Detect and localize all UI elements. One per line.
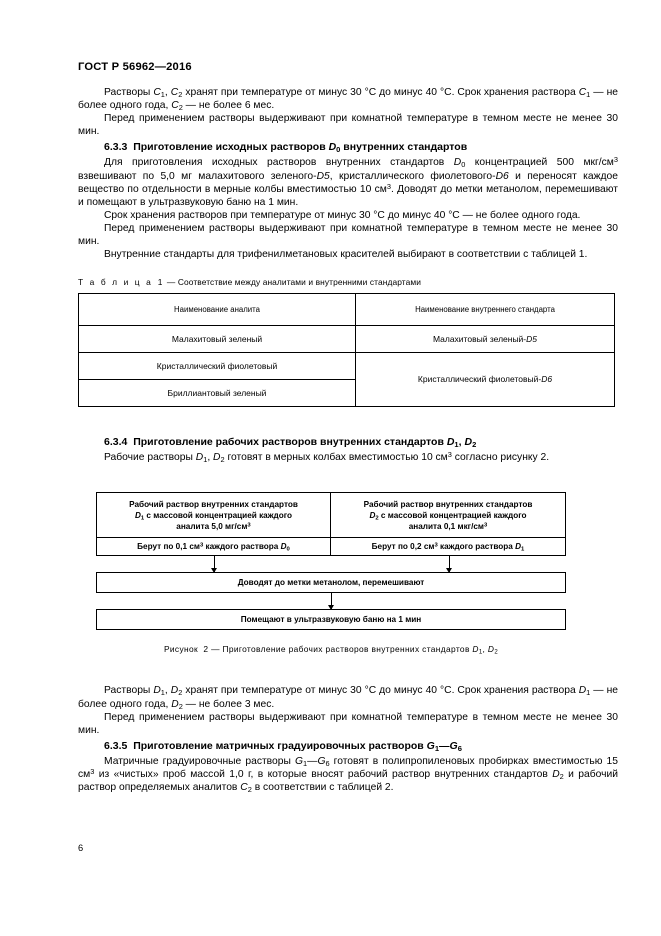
subscript: 2 xyxy=(247,785,252,795)
variable-d2: D xyxy=(171,698,179,710)
variable-d2: D xyxy=(552,768,560,780)
table-analyte-standard-mapping xyxy=(78,293,615,407)
text-fragment: взвешивают по 5,0 мг малахитового зеленого- xyxy=(78,170,317,182)
subscript: 0 xyxy=(336,145,341,155)
cell-standard-crystal-violet-d6 xyxy=(356,353,615,407)
flowchart-row-step4 xyxy=(96,609,566,630)
label-d6: D6 xyxy=(495,170,509,182)
superscript-cubic: 3 xyxy=(199,542,204,549)
figure-2-caption xyxy=(96,644,566,657)
superscript-cubic: 3 xyxy=(613,155,618,165)
label-d5: D5 xyxy=(526,333,538,344)
flowchart-box-take-d1 xyxy=(331,538,566,556)
text-fragment: с массовой концентрацией каждого xyxy=(144,510,293,520)
variable-d2: D xyxy=(369,510,376,520)
figure-caption-dash: — xyxy=(211,644,220,655)
variable-d1: D xyxy=(134,510,141,520)
text-fragment: Малахитовый зеленый- xyxy=(432,333,527,344)
subscript: 0 xyxy=(286,546,290,553)
figure-2-flowchart xyxy=(96,492,566,657)
label-d5: D5 xyxy=(316,170,330,182)
paragraph-room-temperature-d: Перед применением растворы выдерживают при комнатной температуре в темном месте не менее 30 мин. xyxy=(78,711,618,736)
text-fragment: и переносят каждое вещество по отдельности в мерные колбы вместимостью 10 см xyxy=(78,170,618,195)
table-caption-number: 1 xyxy=(157,277,165,288)
text-fragment: Для приготовления исходных растворов внутренних стандартов xyxy=(104,157,454,169)
subscript: 1 xyxy=(586,688,591,698)
variable-d1: D xyxy=(446,436,455,449)
text-fragment: из «чистых» проб массой 1,0 г, в которые вносят рабочий раствор внутренних стандартов xyxy=(94,768,553,780)
text-fragment: каждого раствора xyxy=(203,542,281,552)
heading-6-3-5 xyxy=(78,740,618,753)
text-fragment: Растворы xyxy=(104,685,154,697)
box-line-1 xyxy=(137,541,290,552)
variable-c2: C xyxy=(240,782,248,794)
paragraph-storage-d0: Срок хранения растворов при температуре от минус 30 °C до минус 40 °C — не более одного года. xyxy=(104,209,581,221)
variable-d1: D xyxy=(195,452,204,464)
text-fragment: — xyxy=(307,755,318,767)
subscript: 0 xyxy=(461,160,466,170)
flowchart-box-working-solution-d2 xyxy=(331,492,566,538)
page-content xyxy=(78,86,618,794)
variable-d2: D xyxy=(213,452,221,464)
table-1-caption xyxy=(78,277,618,288)
box-line-2 xyxy=(135,510,292,521)
subscript: 2 xyxy=(178,701,183,711)
table-header-row xyxy=(79,294,615,326)
subscript: 6 xyxy=(325,758,330,768)
heading-text: Приготовление исходных растворов xyxy=(133,141,329,154)
subscript: 1 xyxy=(303,758,308,768)
document-header-standard-number: ГОСТ Р 56962—2016 xyxy=(78,61,192,73)
text-fragment: , xyxy=(458,436,465,449)
text-fragment: , кристаллического фиолетового- xyxy=(329,170,496,182)
text-fragment: Берут по 0,2 см xyxy=(371,542,435,552)
subscript: 2 xyxy=(178,103,183,113)
box-line-3 xyxy=(409,521,488,532)
variable-g1: G xyxy=(426,739,435,752)
subscript: 2 xyxy=(220,455,225,465)
paragraph-storage-c-solutions xyxy=(78,86,618,112)
superscript-cubic: 3 xyxy=(483,522,488,529)
table-caption-text: Соответствие между аналитами и внутренними стандартами xyxy=(177,277,422,288)
box-line-2 xyxy=(369,510,526,521)
subscript: 2 xyxy=(472,440,477,450)
text-fragment: Матричные градуировочные растворы xyxy=(104,755,295,767)
subscript: 1 xyxy=(521,546,525,553)
variable-d2: D xyxy=(464,436,473,449)
subscript: 1 xyxy=(586,90,591,100)
table-row xyxy=(79,353,615,380)
paragraph-room-temperature-c: Перед применением растворы выдерживают при комнатной температуре в темном месте не менее 30 мин. xyxy=(78,113,618,138)
label-d6: D6 xyxy=(541,374,553,385)
subscript: 1 xyxy=(478,650,483,657)
text-fragment: каждого раствора xyxy=(437,542,516,552)
page-number: 6 xyxy=(78,843,84,853)
subscript: 1 xyxy=(454,440,459,450)
flowchart-box-take-d0 xyxy=(96,538,331,556)
variable-g1: G xyxy=(295,755,304,767)
text-fragment: . Доводят до метки метанолом, перемешивают и помещают в ультразвуковую баню на 1 мин. xyxy=(78,183,618,208)
arrow-down-icon xyxy=(331,593,332,609)
subscript: 1 xyxy=(434,743,440,753)
flowchart-row-top xyxy=(96,492,566,538)
variable-d1: D xyxy=(153,685,161,697)
flowchart-box-fill-to-mark: Доводят до метки метанолом, перемешивают xyxy=(96,572,566,593)
arrow-down-icon xyxy=(214,556,215,572)
heading-6-3-3 xyxy=(78,141,618,154)
box-line-3 xyxy=(176,521,250,532)
subscript: 2 xyxy=(375,515,379,522)
cell-analyte-malachite-green: Малахитовый зеленый xyxy=(79,326,356,353)
variable-c2: C xyxy=(171,100,179,112)
table-header-analyte: Наименование аналита xyxy=(79,294,356,326)
variable-c1: C xyxy=(153,87,161,98)
variable-c1: C xyxy=(578,87,587,98)
text-fragment: хранят при температуре от минус 30 °C до минус 40 °C. Срок хранения раствора xyxy=(182,685,579,697)
text-fragment: готовят в мерных колбах вместимостью 10 см xyxy=(224,452,448,464)
variable-d0: D xyxy=(328,141,337,154)
subscript: 1 xyxy=(203,455,208,465)
superscript-cubic: 3 xyxy=(386,181,391,191)
heading-text: Приготовление рабочих растворов внутренних стандартов xyxy=(133,436,447,449)
table-caption-label: Т а б л и ц а xyxy=(78,277,153,288)
text-fragment: согласно рисунку 2. xyxy=(451,452,550,464)
variable-d2: D xyxy=(170,685,179,697)
figure-caption-label: Рисунок xyxy=(163,644,198,655)
subscript: 2 xyxy=(178,688,183,698)
flowchart-box-working-solution-d1 xyxy=(96,492,331,538)
subscript: 1 xyxy=(140,515,145,522)
variable-d1: D xyxy=(515,542,522,552)
text-fragment: , xyxy=(207,452,214,464)
text-fragment: — не более 6 мес. xyxy=(182,100,275,112)
text-fragment: в соответствии с таблицей 2. xyxy=(251,782,394,794)
paragraph-matrix-calibration-solutions xyxy=(78,755,618,794)
text-fragment: — не более 3 мес. xyxy=(182,698,275,710)
variable-c2: C xyxy=(170,87,179,98)
flowchart-box-ultrasonic-bath: Помещают в ультразвуковую баню на 1 мин xyxy=(96,609,566,630)
table-row xyxy=(79,326,615,353)
cell-analyte-brilliant-green: Бриллиантовый зеленый xyxy=(79,380,356,407)
flowchart-arrow-to-step4 xyxy=(96,593,566,609)
text-fragment: аналита 5,0 мг/см xyxy=(176,522,248,531)
text-fragment: , xyxy=(164,685,171,697)
flowchart-row-step3 xyxy=(96,572,566,593)
table-caption-dash: — xyxy=(166,277,176,288)
subscript: 1 xyxy=(160,688,165,698)
text-fragment: готовят в полипропиленовых пробирках вместимостью 15 см xyxy=(78,755,619,780)
variable-d2: D xyxy=(487,644,495,655)
spacer xyxy=(78,407,618,433)
figure-caption-text: Приготовление рабочих растворов внутренних стандартов xyxy=(222,644,473,655)
variable-g6: G xyxy=(449,739,458,752)
box-line-1: Рабочий раствор внутренних стандартов xyxy=(363,499,533,509)
heading-number: 6.3.4 xyxy=(104,436,128,449)
text-fragment: Рабочие растворы xyxy=(104,452,196,464)
variable-d0: D xyxy=(280,542,287,552)
variable-d0: D xyxy=(453,157,462,169)
heading-6-3-4 xyxy=(78,436,618,449)
subscript: 6 xyxy=(457,743,462,753)
variable-d1: D xyxy=(578,685,587,697)
heading-number: 6.3.3 xyxy=(104,141,128,154)
flowchart-row-take xyxy=(96,538,566,556)
subscript: 2 xyxy=(178,90,183,100)
subscript: 2 xyxy=(559,772,564,782)
cell-analyte-crystal-violet: Кристаллический фиолетовый xyxy=(79,353,356,380)
figure-caption-number: 2 xyxy=(203,644,209,655)
arrow-down-icon xyxy=(449,556,450,572)
text-fragment: с массовой концентрацией каждого xyxy=(378,510,527,520)
paragraph-room-temperature-d0: Перед применением растворы выдерживают при комнатной температуре в темном месте не менее 30 мин. xyxy=(78,222,618,248)
box-line-1 xyxy=(372,541,525,552)
box-line-1: Рабочий раствор внутренних стандартов xyxy=(129,499,298,509)
heading-number: 6.3.5 xyxy=(104,739,128,752)
paragraph-internal-standards-choice: Внутренние стандарты для трифенилметановых красителей выбирают в соответствии с таблицей 1. xyxy=(104,249,588,261)
text-fragment: Растворы xyxy=(104,87,154,98)
text-fragment: Берут по 0,1 см xyxy=(137,542,200,552)
text-fragment: и рабочий раствор определяемых аналитов xyxy=(78,768,618,794)
subscript: 1 xyxy=(160,90,165,100)
superscript-cubic: 3 xyxy=(434,542,438,549)
text-fragment: концентрацией 500 мкг/см xyxy=(465,157,614,169)
paragraph-working-solutions-d xyxy=(78,451,618,464)
variable-d1: D xyxy=(472,644,479,655)
table-header-internal-standard: Наименование внутреннего стандарта xyxy=(356,294,615,326)
text-fragment: — xyxy=(439,739,450,752)
text-fragment: — не более одного года, xyxy=(78,87,618,112)
heading-text: внутренних стандартов xyxy=(340,141,468,154)
text-fragment: хранят при температуре от минус 30 °C до минус 40 °C. Срок хранения раствора xyxy=(182,87,579,98)
paragraph-preparation-d0 xyxy=(78,156,618,208)
variable-g6: G xyxy=(317,755,326,767)
text-fragment: — не более одного года, xyxy=(78,685,618,710)
text-fragment: аналита 0,1 мкг/см xyxy=(408,522,484,531)
text-fragment: Кристаллический фиолетовый- xyxy=(417,374,542,385)
paragraph-storage-d-solutions xyxy=(78,684,618,710)
subscript: 2 xyxy=(494,650,499,657)
text-fragment: , xyxy=(482,644,488,655)
cell-standard-malachite-green-d5 xyxy=(356,326,615,353)
superscript-cubic: 3 xyxy=(447,450,452,460)
heading-text: Приготовление матричных градуировочных растворов xyxy=(133,739,427,752)
flowchart-arrows-to-step3 xyxy=(96,556,566,572)
text-fragment: , xyxy=(164,87,171,98)
superscript-cubic: 3 xyxy=(90,766,95,776)
superscript-cubic: 3 xyxy=(247,522,251,529)
